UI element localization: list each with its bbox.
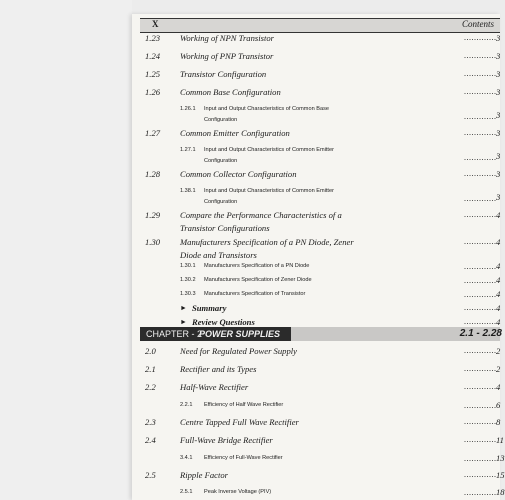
leader-dots: .............	[464, 435, 497, 444]
entry-title: Need for Regulated Power Supply	[180, 346, 297, 356]
leader-dots: .............	[464, 276, 497, 285]
entry-page: 3	[496, 128, 501, 138]
left-margin	[0, 0, 132, 500]
entry-title: Manufacturers Specification of Zener Diode	[204, 277, 312, 283]
entry-title-line1: Manufacturers Specification of a PN Diode, Zener	[180, 237, 354, 247]
entry-number: 1.30.1	[180, 263, 196, 269]
entry-page: 3	[496, 33, 501, 43]
chapter-label: CHAPTER - 2	[146, 329, 203, 339]
chapter-name: POWER SUPPLIES	[199, 329, 281, 339]
entry-page: 2	[496, 346, 501, 356]
entry-number: 1.23	[145, 33, 161, 43]
entry-title: Peak Inverse Voltage (PIV)	[204, 489, 272, 495]
entry-number: 1.38.1	[180, 188, 196, 194]
entry-number: 1.28	[145, 169, 161, 179]
entry-title: Centre Tapped Full Wave Rectifier	[180, 417, 299, 427]
bullet-arrow-icon: ►	[180, 318, 187, 326]
leader-dots: .............	[464, 51, 497, 60]
leader-dots: .............	[464, 153, 497, 162]
entry-number: 1.24	[145, 51, 161, 61]
leader-dots: .............	[464, 454, 497, 463]
leader-dots: .............	[464, 488, 497, 497]
entry-page: 3	[496, 69, 501, 79]
chapter-heading-bar[interactable]	[140, 327, 500, 341]
entry-number: 3.4.1	[180, 455, 193, 461]
entry-page: 4	[496, 303, 501, 313]
entry-page: 4	[496, 317, 501, 327]
entry-number: 1.26	[145, 87, 161, 97]
entry-page: 4	[496, 382, 501, 392]
entry-number: 2.2	[145, 382, 156, 392]
entry-title: Common Base Configuration	[180, 87, 281, 97]
entry-title: Full-Wave Bridge Rectifier	[180, 435, 273, 445]
entry-title-line2: Configuration	[204, 158, 238, 164]
entry-page: 4	[496, 289, 501, 299]
entry-page: 4	[496, 275, 501, 285]
entry-number: 2.1	[145, 364, 156, 374]
chapter-tag	[140, 327, 291, 341]
entry-page: 4	[496, 237, 501, 247]
entry-page: 8	[496, 417, 501, 427]
contents-header	[140, 18, 500, 33]
toc-page	[132, 14, 505, 500]
entry-title: Rectifier and its Types	[180, 364, 257, 374]
entry-page: 3	[496, 169, 501, 179]
entry-title: Common Emitter Configuration	[180, 128, 290, 138]
entry-title: Manufacturers Specification of Transistor	[204, 291, 306, 297]
entry-title-line2: Configuration	[204, 117, 238, 123]
entry-title: Efficiency of Half Wave Rectifier	[204, 402, 284, 408]
leader-dots: .............	[464, 194, 497, 203]
entry-number: 2.4	[145, 435, 156, 445]
entry-page: 3	[496, 151, 501, 161]
leader-dots: .............	[464, 401, 497, 410]
entry-title-line1: Input and Output Characteristics of Common Base	[204, 106, 329, 112]
leader-dots: .............	[464, 169, 497, 178]
entry-page: 11	[496, 435, 504, 445]
entry-number: 1.30.3	[180, 291, 196, 297]
entry-number: 1.30	[145, 237, 161, 247]
leader-dots: .............	[464, 69, 497, 78]
leader-dots: .............	[464, 87, 497, 96]
entry-title: Manufacturers Specification of a PN Diode	[204, 263, 310, 269]
entry-number: 2.5	[145, 470, 156, 480]
entry-title-line2: Configuration	[204, 199, 238, 205]
entry-number: 1.27	[145, 128, 161, 138]
entry-number: 2.3	[145, 417, 156, 427]
entry-number: 1.27.1	[180, 147, 196, 153]
entry-title: Efficiency of Full-Wave Rectifier	[204, 455, 283, 461]
leader-dots: .............	[464, 128, 497, 137]
entry-page: 3	[496, 192, 501, 202]
entry-number: 2.5.1	[180, 489, 193, 495]
entry-number: 1.29	[145, 210, 161, 220]
contents-title: Contents	[461, 19, 494, 29]
leader-dots: .............	[464, 290, 497, 299]
entry-title-line2: Transistor Configurations	[180, 223, 270, 233]
entry-page: 18	[496, 487, 505, 497]
entry-title: Transistor Configuration	[180, 69, 267, 79]
entry-page: 2	[496, 364, 501, 374]
leader-dots: .............	[464, 382, 497, 391]
leader-dots: .............	[464, 470, 497, 479]
leader-dots: .............	[464, 346, 497, 355]
section-marker: X	[152, 19, 159, 29]
leader-dots: .............	[464, 237, 497, 246]
entry-number: 2.0	[145, 346, 156, 356]
entry-title: Working of PNP Transistor	[180, 51, 274, 61]
entry-page: 3	[496, 51, 501, 61]
leader-dots: .............	[464, 364, 497, 373]
entry-page: 4	[496, 261, 501, 271]
chapter-page-range: 2.1 - 2.28	[459, 328, 502, 339]
entry-title: Working of NPN Transistor	[180, 33, 274, 43]
entry-page: 4	[496, 210, 501, 220]
entry-page: 13	[496, 453, 505, 463]
entry-title: Ripple Factor	[180, 470, 228, 480]
entry-number: 1.30.2	[180, 277, 196, 283]
bullet-arrow-icon: ►	[180, 304, 187, 312]
entry-title: Half-Wave Rectifier	[180, 382, 249, 392]
leader-dots: .............	[464, 262, 497, 271]
entry-page: 3	[496, 87, 501, 97]
entry-page: 15	[496, 470, 505, 480]
entry-page: 6	[496, 400, 501, 410]
entry-page: 3	[496, 110, 501, 120]
leader-dots: .............	[464, 210, 497, 219]
entry-number: 1.26.1	[180, 106, 196, 112]
entry-title: Review Questions	[192, 317, 255, 327]
leader-dots: .............	[464, 417, 497, 426]
leader-dots: .............	[464, 112, 497, 121]
entry-title-line1: Input and Output Characteristics of Common Emitter	[204, 188, 334, 194]
entry-title: Summary	[192, 303, 227, 313]
leader-dots: .............	[464, 33, 497, 42]
entry-title: Common Collector Configuration	[180, 169, 297, 179]
entry-title-line2: Diode and Transistors	[180, 250, 257, 260]
leader-dots: .............	[464, 317, 497, 326]
leader-dots: .............	[464, 303, 497, 312]
entry-title-line1: Input and Output Characteristics of Common Emitter	[204, 147, 334, 153]
entry-title-line1: Compare the Performance Characteristics of a	[180, 210, 342, 220]
entry-number: 1.25	[145, 69, 161, 79]
entry-number: 2.2.1	[180, 402, 193, 408]
